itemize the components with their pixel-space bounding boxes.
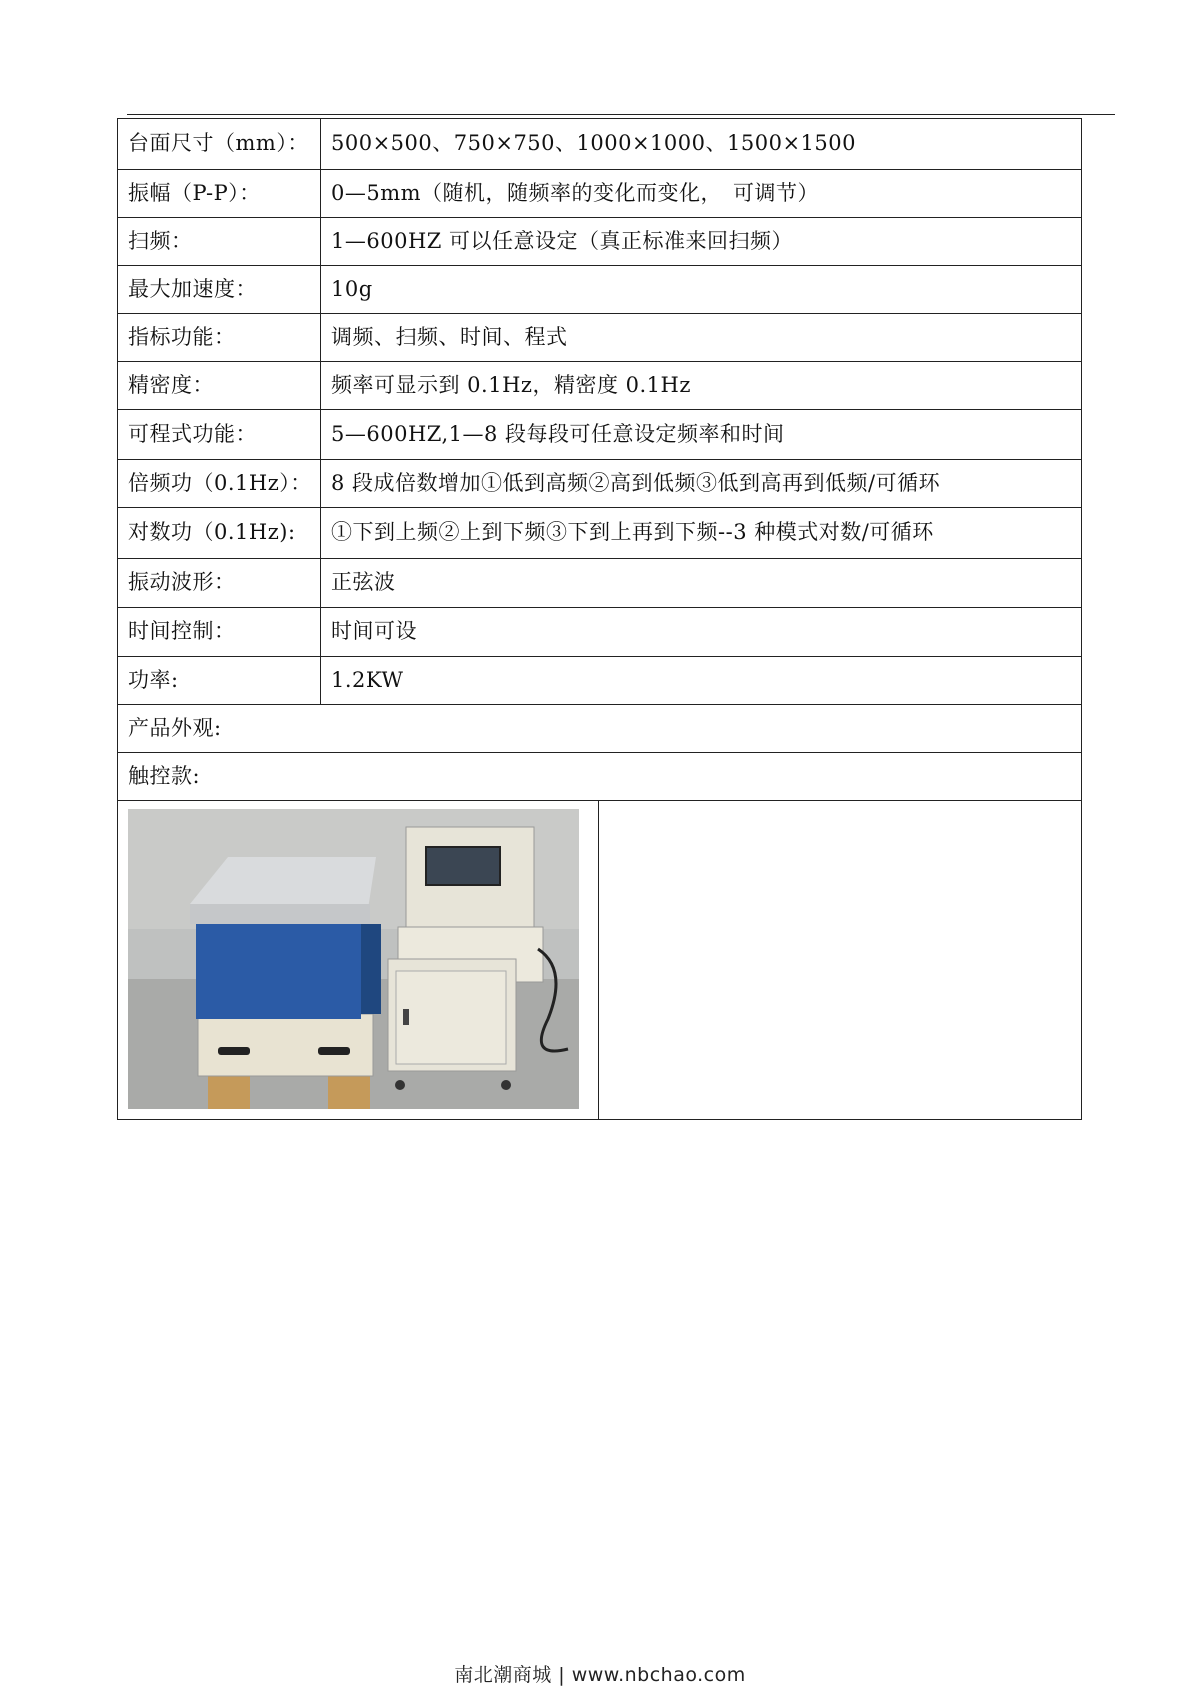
spec-row — [118, 559, 1082, 608]
spec-row — [118, 657, 1082, 705]
spec-row — [118, 608, 1082, 657]
spec-row — [118, 410, 1082, 460]
spec-label: 振动波形： — [118, 559, 321, 608]
spec-value: 0—5mm（随机，随频率的变化而变化， 可调节） — [321, 170, 1082, 218]
spec-label: 对数功（0.1Hz): — [118, 508, 321, 559]
product-photo — [128, 809, 579, 1109]
spec-label: 倍频功（0.1Hz）： — [118, 460, 321, 508]
spec-label: 台面尺寸（mm）： — [118, 119, 321, 170]
spec-value: 5—600HZ,1—8 段每段可任意设定频率和时间 — [321, 410, 1082, 460]
empty-cell — [599, 801, 1082, 1120]
spec-label: 最大加速度： — [118, 266, 321, 314]
spec-label: 扫频： — [118, 218, 321, 266]
section-label: 产品外观: — [118, 705, 1082, 753]
spec-row — [118, 314, 1082, 362]
photo-cell — [118, 801, 599, 1120]
spec-row — [118, 170, 1082, 218]
spec-label: 指标功能： — [118, 314, 321, 362]
spec-value: ①下到上频②上到下频③下到上再到下频--3 种模式对数/可循环 — [321, 508, 1082, 559]
section-row-touch-model — [118, 753, 1082, 801]
spec-value: 频率可显示到 0.1Hz，精密度 0.1Hz — [321, 362, 1082, 410]
footer-text: 南北潮商城 | www.nbchao.com — [454, 1664, 746, 1686]
spec-row — [118, 362, 1082, 410]
spec-value: 时间可设 — [321, 608, 1082, 657]
spec-row — [118, 119, 1082, 170]
section-label: 触控款: — [118, 753, 1082, 801]
spec-value: 500×500、750×750、1000×1000、1500×1500 — [321, 119, 1082, 170]
spec-value: 8 段成倍数增加①低到高频②高到低频③低到高再到低频/可循环 — [321, 460, 1082, 508]
spec-label: 振幅（P-P）： — [118, 170, 321, 218]
photo-row — [118, 801, 1082, 1120]
spec-table — [117, 118, 1082, 1120]
spec-row — [118, 508, 1082, 559]
spec-value: 10g — [321, 266, 1082, 314]
header-rule — [127, 114, 1115, 115]
spec-row — [118, 266, 1082, 314]
spec-label: 时间控制： — [118, 608, 321, 657]
spec-label: 功率: — [118, 657, 321, 705]
section-row-appearance — [118, 705, 1082, 753]
spec-label: 可程式功能： — [118, 410, 321, 460]
spec-value: 调频、扫频、时间、程式 — [321, 314, 1082, 362]
spec-label: 精密度： — [118, 362, 321, 410]
spec-row — [118, 460, 1082, 508]
spec-value: 1.2KW — [321, 657, 1082, 705]
spec-value: 正弦波 — [321, 559, 1082, 608]
spec-row — [118, 218, 1082, 266]
spec-value: 1—600HZ 可以任意设定（真正标准来回扫频） — [321, 218, 1082, 266]
